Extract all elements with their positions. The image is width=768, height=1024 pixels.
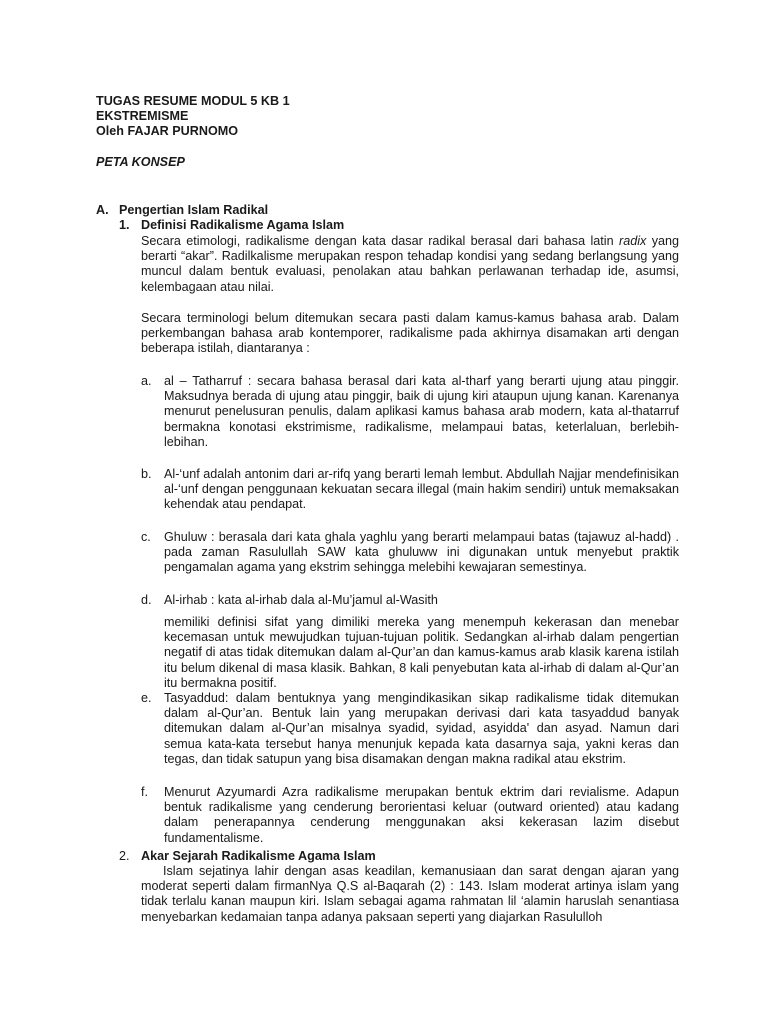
item-d-label: d.	[141, 593, 152, 607]
item-f-label: f.	[141, 785, 148, 799]
item-b-text: Al-‘unf adalah antonim dari ar-rifq yang berarti lemah lembut. Abdullah Najjar mendefinisikan al-‘unf dengan penggunaan kekuatan secara illegal (main hakim sendiri) untuk memaksakan kehendak atau pendapat.	[164, 467, 679, 512]
sub2-paragraph: Islam sejatinya lahir dengan asas keadilan, kemanusiaan dan sarat dengan ajaran yang moderat seperti dalam firmanNya Q.S al-Baqarah (2) : 143. Islam moderat artinya islam yang tidak terlalu kanan maupun kiri. Islam sebagai agama rahmatan lil ‘alamin haruslah senantiasa menyebarkan kedamaian tanpa adanya paksaan seperti yang diajarkan Rasululloh	[141, 864, 679, 924]
sub2-title: Akar Sejarah Radikalisme Agama Islam	[141, 849, 376, 863]
item-a-label: a.	[141, 374, 152, 388]
sub2-marker: 2.	[119, 849, 130, 863]
item-a-text: al – Tatharruf : secara bahasa berasal dari kata al-tharf yang berarti ujung atau pinggir. Maksudnya berada di ujung atau pinggir, baik di ujung kiri ataupun ujung kanan. Karenanya menurut penelusuran penulis, dalam aplikasi kamus bahasa arab modern, kata al-thatarruf bermakna konotasi ekstrimisme, radikalisme, melampaui batas, keterlaluan, berlebih-lebihan.	[164, 374, 679, 449]
item-d-text: Al-irhab : kata al-irhab dala al-Mu’jamul al-Wasith	[164, 593, 438, 607]
sub1-p1-italic: radix	[619, 234, 647, 248]
item-c-text: Ghuluw : berasala dari kata ghala yaghlu yang berarti melampaui batas (tajawuz al-hadd) . pada zaman Rasulullah SAW kata ghuluww ini digunakan untuk menyebut praktik pengamalan agama yang ekstrim sehingga melebihi kewajaran semestinya.	[164, 530, 679, 575]
item-f-text: Menurut Azyumardi Azra radikalisme merupakan bentuk ektrim dari revialisme. Adapun bentuk radikalisme yang cenderung berorientasi keluar (outward oriented) atau kadang dalam penerapannya cenderung menggunakan aksi kekerasan lazim disebut fundamentalisme.	[164, 785, 679, 845]
item-e-label: e.	[141, 691, 152, 705]
section-a-title: Pengertian Islam Radikal	[119, 203, 269, 217]
sub1-p1-text: Secara etimologi, radikalisme dengan kata dasar radikal berasal dari bahasa latin	[141, 234, 619, 248]
sub1-paragraph-etymology	[141, 234, 679, 295]
section-a-marker: A.	[96, 203, 109, 217]
item-e-text: Tasyaddud: dalam bentuknya yang mengindikasikan sikap radikalisme tidak ditemukan dalam al-Qur’an. Bentuk lain yang merupakan derivasi dari kata tasyaddud banyak ditemukan dalam al-Qur’an misalnya syadid, syidad, asyidda' dan asyad. Namun dari semua kata-kata tersebut hanya menunjuk kepada kata dasarnya saja, yakni keras dan tegas, dan tidak satupun yang bisa disamakan dengan makna radikal atau ekstrim.	[164, 691, 679, 766]
item-b-label: b.	[141, 467, 152, 481]
item-d-continuation: memiliki definisi sifat yang dimiliki mereka yang menempuh kekerasan dan menebar kecemasan untuk mewujudkan tujuan-tujuan politik. Sedangkan al-irhab dalam pengertian negatif di atas tidak ditemukan dalam al-Qur’an dan kamus-kamus arab klasik karena istilah itu belum dikenal di masa klasik. Bahkan, 8 kali penyebutan kata al-irhab di dalam al-Qur’an itu bermakna positif.	[164, 615, 679, 690]
peta-konsep-heading: PETA KONSEP	[96, 155, 185, 169]
sub1-p1-text-rest: yang berarti “akar”. Radilkalisme merupakan respon tehadap kondisi yang sedang berlangsung yang muncul dalam bentuk evaluasi, penolakan atau bahkan perlawanan terhadap ide, asumsi, kelembagaan atau nilai.	[141, 234, 680, 294]
item-c-label: c.	[141, 530, 151, 544]
sub1-paragraph-terminology: Secara terminologi belum ditemukan secara pasti dalam kamus-kamus bahasa arab. Dalam perkembangan bahasa arab kontemporer, radikalisme pada akhirnya disamakan arti dengan beberapa istilah, diantaranya :	[141, 311, 679, 356]
header-topic: EKSTREMISME	[96, 109, 189, 123]
sub1-title: Definisi Radikalisme Agama Islam	[141, 218, 345, 232]
sub1-marker: 1.	[119, 218, 130, 232]
header-title: TUGAS RESUME MODUL 5 KB 1	[96, 94, 290, 108]
header-author: Oleh FAJAR PURNOMO	[96, 124, 239, 138]
